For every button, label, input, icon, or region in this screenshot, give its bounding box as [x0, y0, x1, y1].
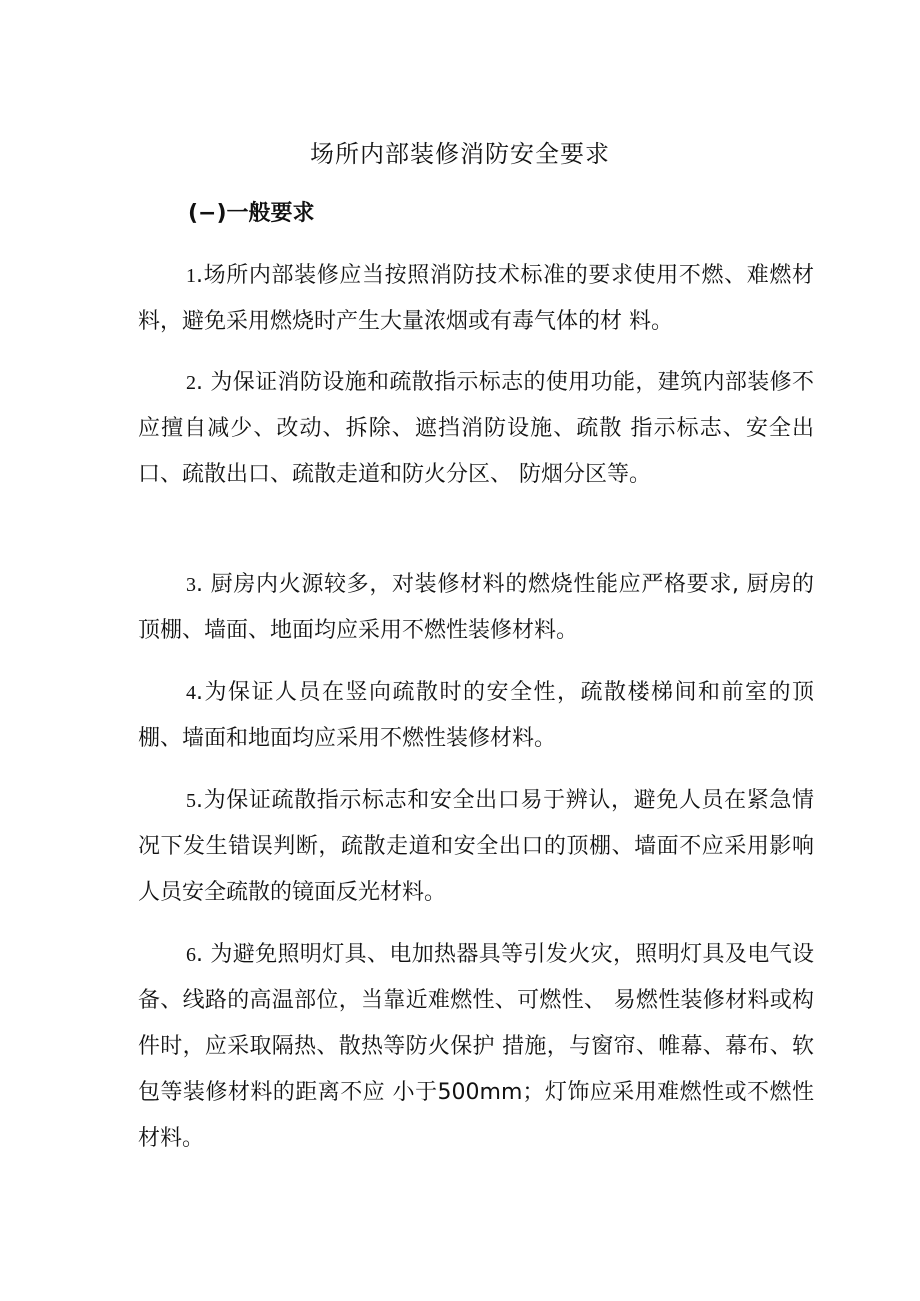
paragraph-number: 6 — [186, 944, 196, 966]
paragraph-5 — [138, 778, 814, 916]
paragraph-number: 2 — [186, 372, 196, 394]
section-heading: (−)一般要求 — [188, 201, 315, 226]
paragraph-4 — [138, 670, 814, 762]
paragraph-number: 4 — [186, 682, 196, 704]
paragraph-text: .为保证疏散指示标志和安全出口易于辨认，避免人员在紧急情况下发生错误判断，疏散走道和安全出口的顶棚、墙面不应采用影响人员安全疏散的镜面反光材料。 — [138, 788, 814, 905]
paragraph-3 — [138, 562, 814, 654]
paragraph-text: .为保证人员在竖向疏散时的安全性，疏散楼梯间和前室的顶棚、墙面和地面均应采用不燃性装修材料。 — [138, 680, 814, 751]
paragraph-text: .场所内部装修应当按照消防技术标准的要求使用不燃、难燃材料，避免采用燃烧时产生大量浓烟或有毒气体的材 料。 — [138, 263, 814, 334]
paragraph-1 — [138, 253, 814, 345]
paragraph-number: 5 — [186, 790, 196, 812]
page-title: 场所内部装修消防安全要求 — [310, 140, 610, 168]
paragraph-text: . 为保证消防设施和疏散指示标志的使用功能，建筑内部装修不应擅自减少、改动、拆除、遮挡消防设施、疏散 指示标志、安全出口、疏散出口、疏散走道和防火分区、 防烟分区等。 — [138, 370, 814, 487]
paragraph-2 — [138, 360, 814, 498]
paragraph-6 — [138, 932, 814, 1162]
paragraph-number: 1 — [186, 265, 196, 287]
paragraph-text: . 厨房内火源较多，对装修材料的燃烧性能应严格要求, 厨房的顶棚、墙面、地面均应采用不燃性装修材料。 — [138, 572, 814, 643]
paragraph-number: 3 — [186, 574, 196, 596]
paragraph-text: . 为避免照明灯具、电加热器具等引发火灾，照明灯具及电气设备、线路的高温部位，当靠近难燃性、可燃性、 易燃性装修材料或构件时，应采取隔热、散热等防火保护 措施，与窗帘、帷幕、幕布、软包等装修材料的距离不应 小于500mm；灯饰应采用难燃性或不燃性材料。 — [138, 942, 814, 1151]
